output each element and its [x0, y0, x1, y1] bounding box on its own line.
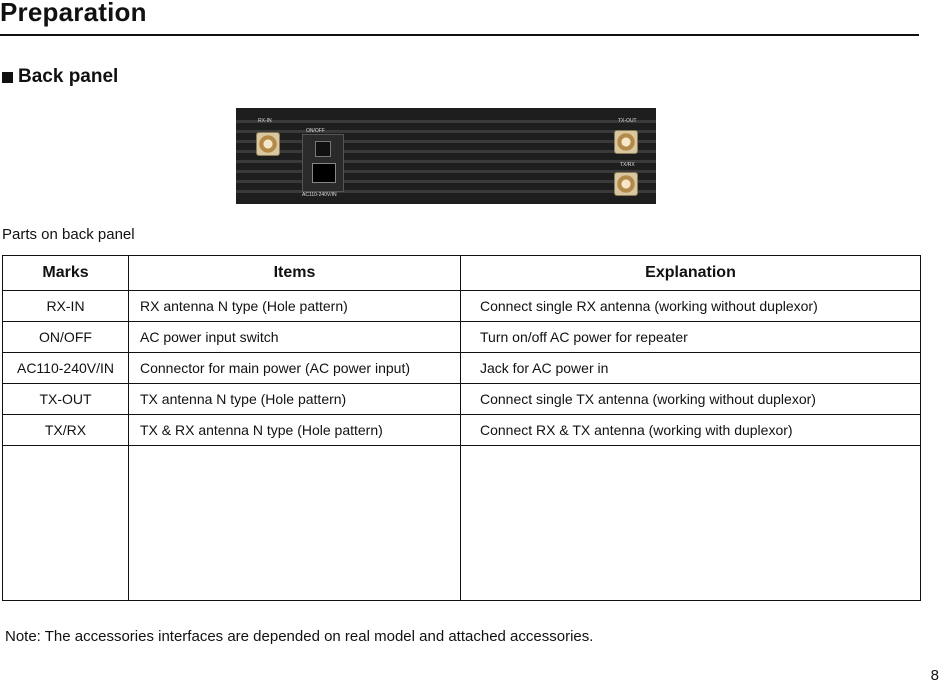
section-title: Back panel: [18, 66, 119, 87]
cell-explanation: Jack for AC power in: [461, 353, 921, 384]
table-row: [3, 291, 921, 322]
ac-label: AC110-240V/IN: [302, 192, 337, 198]
cell-explanation: Connect RX & TX antenna (working with duplexor): [461, 415, 921, 446]
square-bullet-icon: [2, 72, 13, 83]
cell-mark: TX/RX: [3, 415, 129, 446]
rx-in-connector-icon: [256, 132, 280, 156]
header-explanation: Explanation: [461, 256, 921, 291]
back-panel-photo: [236, 108, 656, 204]
cell-item: TX antenna N type (Hole pattern): [129, 384, 461, 415]
cell-explanation: Connect single RX antenna (working without duplexor): [461, 291, 921, 322]
empty-table-row: [3, 446, 921, 601]
tx-out-connector-icon: [614, 130, 638, 154]
cell-item: TX & RX antenna N type (Hole pattern): [129, 415, 461, 446]
table-row: [3, 322, 921, 353]
table-header-row: [3, 256, 921, 291]
page-number: 8: [930, 667, 939, 684]
cell-item: AC power input switch: [129, 322, 461, 353]
parts-table: [2, 255, 921, 601]
table-row: [3, 353, 921, 384]
header-items: Items: [129, 256, 461, 291]
power-module: [302, 134, 344, 192]
cell-explanation: Turn on/off AC power for repeater: [461, 322, 921, 353]
section-heading: [2, 66, 118, 88]
header-marks: Marks: [3, 256, 129, 291]
cell-mark: TX-OUT: [3, 384, 129, 415]
empty-cell: [129, 446, 461, 601]
cell-mark: ON/OFF: [3, 322, 129, 353]
tx-rx-connector-icon: [614, 172, 638, 196]
cell-mark: AC110-240V/IN: [3, 353, 129, 384]
cell-explanation: Connect single TX antenna (working without duplexor): [461, 384, 921, 415]
power-socket-icon: [312, 163, 336, 183]
cell-item: RX antenna N type (Hole pattern): [129, 291, 461, 322]
table-row: [3, 384, 921, 415]
tx-rx-label: TX/RX: [620, 162, 635, 168]
table-caption: Parts on back panel: [2, 226, 135, 243]
footnote: Note: The accessories interfaces are depended on real model and attached accessories.: [5, 628, 594, 645]
table-row: [3, 415, 921, 446]
cell-item: Connector for main power (AC power input): [129, 353, 461, 384]
empty-cell: [3, 446, 129, 601]
on-off-label: ON/OFF: [306, 128, 325, 134]
power-switch-icon: [315, 141, 331, 157]
empty-cell: [461, 446, 921, 601]
page-title: Preparation: [0, 0, 147, 27]
title-divider: [0, 34, 919, 36]
tx-out-label: TX-OUT: [618, 118, 637, 124]
rx-in-label: RX-IN: [258, 118, 272, 124]
cell-mark: RX-IN: [3, 291, 129, 322]
